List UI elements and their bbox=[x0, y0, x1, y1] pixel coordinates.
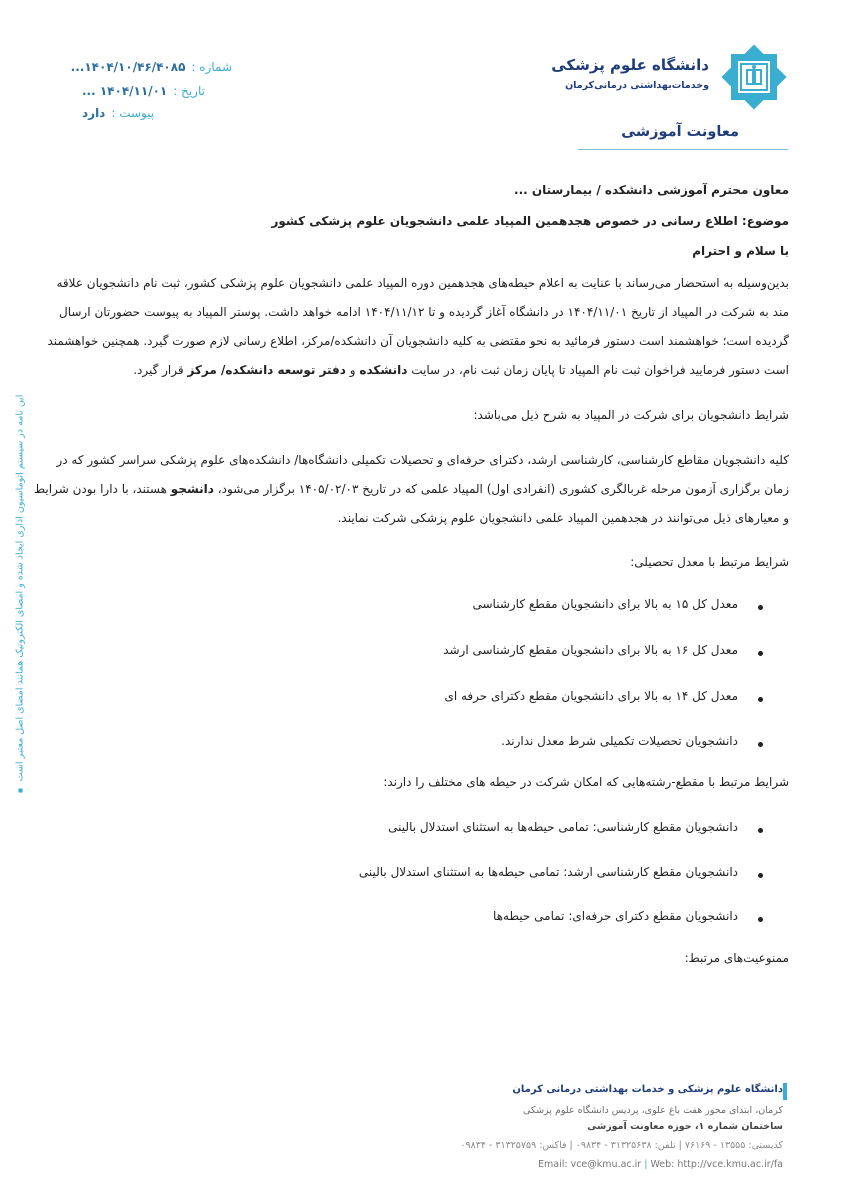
gpa-heading: شرایط مرتبط با معدل تحصیلی: bbox=[630, 555, 789, 569]
footer-accent-bar bbox=[783, 1083, 787, 1100]
footer-building: ساختمان شماره ۱، حوزه معاونت آموزشی bbox=[587, 1121, 783, 1132]
attachment-value: دارد bbox=[82, 106, 106, 120]
paragraph-line bbox=[34, 475, 789, 504]
paragraph-text: قرار گیرد. bbox=[133, 363, 184, 377]
gpa-item: دانشجویان تحصیلات تکمیلی شرط معدل ندارند. bbox=[501, 734, 738, 748]
gpa-item: معدل کل ۱۴ به بالا برای دانشجویان مقطع دکترای حرفه ای bbox=[444, 689, 738, 703]
bullet-icon bbox=[758, 651, 763, 656]
paragraph-text: و bbox=[349, 363, 356, 377]
greeting: با سلام و احترام bbox=[692, 244, 789, 258]
footer-org: دانشگاه علوم پزشکی و خدمات بهداشتی درمانی کرمان bbox=[512, 1084, 783, 1095]
highlight-development-office: دفتر توسعه دانشکده/ مرکز bbox=[187, 363, 346, 377]
paragraph-text: هستند، با دارا بودن شرایط bbox=[34, 482, 167, 496]
paragraph-line: و معیارهای ذیل می‌توانند در هجدهمین المپیاد علمی دانشجویان علوم پزشکی شرکت نمایند. bbox=[337, 511, 789, 525]
paragraph-text: زمان برگزاری آزمون مرحله غربالگری کشوری (انفرادی اول) المپیاد علمی که در تاریخ ۱۴۰۵/۰۲/۰۳ برگزار می‌شود، bbox=[217, 482, 789, 496]
paragraph-line: بدین‌وسیله به استحضار می‌رساند با عنایت به اعلام حیطه‌های هجدهمین دوره المپیاد علمی دانشجویان علوم پزشکی کشور، ثبت نام دانشجویان علاقه bbox=[56, 276, 789, 290]
web-link[interactable]: http://vce.kmu.ac.ir/fa bbox=[677, 1159, 783, 1170]
highlight-student: دانشجو bbox=[170, 482, 214, 496]
bullet-icon bbox=[758, 605, 763, 610]
side-note-marker bbox=[19, 788, 23, 792]
restrictions-heading: ممنوعیت‌های مرتبط: bbox=[684, 951, 789, 965]
footer-web-email bbox=[538, 1159, 783, 1170]
paragraph-line bbox=[59, 356, 789, 385]
bullet-icon bbox=[758, 873, 763, 878]
kmu-logo-icon bbox=[717, 40, 791, 114]
paragraph-line: کلیه دانشجویان مقاطع کارشناسی، کارشناسی ارشد، دکترای حرفه‌ای و تحصیلات تکمیلی دانشگاه‌ها/ دانشکده‌های علوم پزشکی سراسر کشور که در bbox=[56, 453, 789, 467]
bullet-icon bbox=[758, 742, 763, 747]
footer-separator: | bbox=[644, 1159, 648, 1170]
university-subtitle: وخدمات‌بهداشتی درمانی‌کرمان bbox=[565, 80, 709, 91]
gpa-item: معدل کل ۱۵ به بالا برای دانشجویان مقطع کارشناسی bbox=[472, 597, 738, 611]
date-value: ۱۴۰۴/۱۱/۰۱ ... bbox=[82, 84, 168, 98]
department-underline bbox=[578, 149, 788, 150]
email-label: Email: bbox=[537, 1159, 568, 1170]
letter-number bbox=[70, 60, 232, 74]
addressee: معاون محترم آموزشی دانشکده / بیمارستان ... bbox=[514, 183, 789, 197]
date-label: تاریخ : bbox=[173, 84, 205, 98]
conditions-intro: شرایط دانشجویان برای شرکت در المپیاد به شرح ذیل می‌باشد: bbox=[473, 408, 789, 422]
bullet-icon bbox=[758, 917, 763, 922]
side-note bbox=[15, 394, 26, 794]
field-item: دانشجویان مقطع کارشناسی ارشد: تمامی حیطه‌ها به استثنای استدلال بالینی bbox=[358, 865, 738, 879]
subject: موضوع: اطلاع رسانی در خصوص هجدهمین المپیاد علمی دانشجویان علوم پزشکی کشور bbox=[271, 214, 789, 228]
department-title: معاونت آموزشی bbox=[621, 124, 739, 140]
field-heading: شرایط مرتبط با مقطع-رشته‌هایی که امکان شرکت در حیطه های مختلف را دارند: bbox=[383, 775, 789, 789]
gpa-item: معدل کل ۱۶ به بالا برای دانشجویان مقطع کارشناسی ارشد bbox=[443, 643, 738, 657]
bullet-icon bbox=[758, 697, 763, 702]
email-link[interactable]: vce@kmu.ac.ir bbox=[570, 1159, 642, 1170]
paragraph-line: مند به شرکت در المپیاد از تاریخ ۱۴۰۴/۱۱/۰۱ در دانشگاه آغاز گردیده و تا ۱۴۰۴/۱۱/۱۲ ادامه خواهد داشت. پوستر المپیاد به پیوست حضورتان ارسال bbox=[59, 305, 789, 319]
paragraph-text: است دستور فرمایید فراخوان ثبت نام المپیاد تا پایان زمان ثبت نام، در سایت bbox=[411, 363, 789, 377]
web-label: Web: bbox=[650, 1159, 675, 1170]
field-item: دانشجویان مقطع کارشناسی: تمامی حیطه‌ها به استثنای استدلال بالینی bbox=[388, 820, 738, 834]
footer-contact: کدپستی: ۱۳۵۵۵ - ۷۶۱۶۹ | تلفن: ۳۱۳۲۵۶۳۸ - ۰۹۸۳۴ | فاکس: ۳۱۳۲۵۷۵۹ - ۰۹۸۳۴ bbox=[460, 1140, 783, 1151]
side-note-text: این نامه در سیستم اتوماسیون اداری ایجاد شده و امضای الکترونیک همانند امضای اصل معتبر است bbox=[14, 394, 26, 782]
university-name: دانشگاه علوم پزشکی bbox=[551, 56, 709, 74]
letter-attachment bbox=[82, 106, 232, 120]
paragraph-registration bbox=[47, 269, 789, 385]
number-label: شماره : bbox=[191, 60, 232, 74]
letter-date bbox=[82, 84, 232, 98]
bullet-icon bbox=[758, 828, 763, 833]
highlight-faculty: دانشکده bbox=[359, 363, 408, 377]
number-value: ۱۴۰۴/۱۰/۴۶/۴۰۸۵... bbox=[70, 60, 186, 74]
paragraph-eligibility bbox=[34, 446, 789, 533]
footer-address: کرمان، ابتدای محور هفت باغ علوی، پردیس دانشگاه علوم پزشکی bbox=[522, 1105, 783, 1116]
attachment-label: پیوست : bbox=[111, 106, 155, 120]
field-item: دانشجویان مقطع دکترای حرفه‌ای: تمامی حیطه‌ها bbox=[493, 909, 738, 923]
paragraph-line: گردیده است؛ خواهشمند است دستور فرمائید به نحو مقتضی به کلیه دانشجویان آن دانشکده/مرکز، اطلاع رسانی لازم صورت گیرد. همچنین خواهشمند bbox=[47, 334, 789, 348]
